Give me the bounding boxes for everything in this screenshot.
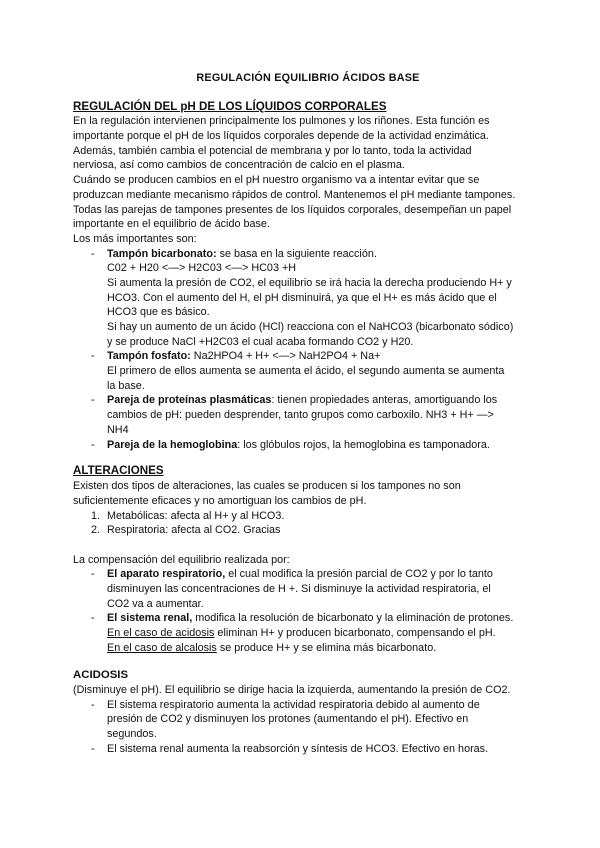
- list-item-aparato-respiratorio: [73, 567, 543, 611]
- item-label: El aparato respiratorio,: [107, 568, 226, 581]
- item-label: El sistema renal,: [107, 612, 193, 625]
- item-text: : tienen propiedades anteras, amortiguando los: [271, 394, 498, 407]
- text-line: segundos.: [107, 728, 157, 741]
- list-item-tampon-bicarbonato: [73, 247, 543, 350]
- item-text: eliminan H+ y producen bicarbonato, compensando el pH.: [214, 627, 496, 640]
- text-line: Existen dos tipos de alteraciones, las cuales se producen si los tampones no son: [73, 480, 461, 493]
- bullet-dash: -: [91, 350, 95, 363]
- bullet-dash: -: [91, 612, 95, 625]
- item-text: modifica la resolución de bicarbonato y la eliminación de protones.: [192, 612, 514, 625]
- item-text: se produce H+ y se elimina más bicarbonato.: [216, 641, 437, 654]
- item-text: Metabólicas: afecta al H+ y al HCO3.: [107, 509, 285, 522]
- list-number: 2.: [91, 524, 101, 537]
- intro-paragraph: [73, 114, 543, 246]
- bullet-dash: -: [91, 698, 95, 711]
- item-label: Pareja de proteínas plasmáticas: [107, 394, 272, 407]
- numbered-item: [73, 523, 543, 538]
- section-heading-regulacion: REGULACIÓN DEL pH DE LOS LÍQUIDOS CORPORALES: [73, 99, 387, 113]
- item-label: Pareja de la hemoglobina: [107, 438, 238, 451]
- bullet-dash: -: [91, 568, 95, 581]
- item-text: Na2HPO4 + H+ <—> NaH2PO4 + Na+: [190, 350, 381, 363]
- list-item-sistema-renal: [73, 611, 543, 655]
- text-line: HCO3 que es básico.: [107, 306, 210, 319]
- text-line: Además, también cambia el potencial de membrana y por lo tanto, toda la actividad: [73, 144, 472, 157]
- bullet-dash: -: [91, 247, 95, 260]
- bullet-dash: -: [91, 394, 95, 407]
- text-line: HCO3. Con el aumento del H, el pH disminuirá, ya que el H+ es más ácido que el: [107, 291, 497, 304]
- item-label: Tampón fosfato:: [107, 350, 191, 363]
- text-line: cambios de pH: pueden desprender, tanto grupos como carboxilo. NH3 + H+ —>: [107, 409, 494, 422]
- text-line: El sistema renal aumenta la reabsorción y síntesis de HCO3. Efectivo en horas.: [107, 742, 489, 755]
- list-item-hemoglobina: [73, 438, 543, 453]
- item-text: el cual modifica la presión parcial de CO2 y por lo tanto: [225, 568, 493, 581]
- text-line: y se produce NaCl +H2C03 el cual acaba formando CO2 y H20.: [107, 335, 414, 348]
- document-page: [73, 71, 543, 757]
- text-line: El sistema respiratorio aumenta la actividad respiratoria debido al aumento de: [107, 698, 480, 711]
- text-line: (Disminuye el pH). El equilibrio se dirige hacia la izquierda, aumentando la presión de CO2.: [73, 684, 511, 697]
- text-line: Si aumenta la presión de CO2, el equilibrio se irá hacia la derecha produciendo H+ y: [107, 276, 512, 289]
- text-line: nerviosa, así como cambios de concentración de calcio en el plasma.: [73, 159, 405, 172]
- numbered-item: [73, 509, 543, 524]
- text-line: Cuándo se producen cambios en el pH nuestro organismo va a intentar evitar que se: [73, 174, 480, 187]
- text-line: Todas las parejas de tampones presentes de los líquidos corporales, desempeñan un papel: [73, 203, 512, 216]
- item-text: : los glóbulos rojos, la hemoglobina es tamponadora.: [237, 438, 490, 451]
- text-line: La compensación del equilibrio realizada por:: [73, 553, 290, 566]
- text-line: la base.: [107, 379, 145, 392]
- section-heading-acidosis: ACIDOSIS: [73, 669, 129, 682]
- bullet-dash: -: [91, 742, 95, 755]
- bullet-dash: -: [91, 438, 95, 451]
- list-item-proteinas-plasmaticas: [73, 393, 543, 437]
- list-number: 1.: [91, 509, 101, 522]
- item-label: Tampón bicarbonato:: [107, 247, 217, 260]
- text-line: NH4: [107, 423, 129, 436]
- text-line: Si hay un aumento de un ácido (HCl) reacciona con el NaHCO3 (bicarbonato sódico): [107, 321, 514, 333]
- text-line: C02 + H20 <—> H2C03 <—> HC03 +H: [107, 262, 297, 275]
- text-line: importante en el equilibrio de ácido base.: [73, 218, 270, 231]
- text-line: presión de CO2 y disminuyen los protones (aumentando el pH). Efectivo en: [107, 713, 469, 726]
- text-line: importante porque el pH de los líquidos corporales depende de la actividad enzimática.: [73, 130, 489, 143]
- item-text: se basa en la siguiente reacción.: [216, 247, 377, 260]
- text-line: produzcan mediante mecanismo rápidos de control. Mantenemos el pH mediante tampones.: [73, 188, 516, 201]
- section-heading-alteraciones: ALTERACIONES: [73, 464, 164, 478]
- text-line: El primero de ellos aumenta se aumenta el ácido, el segundo aumenta se aumenta: [107, 365, 505, 378]
- text-line: En la regulación intervienen principalmente los pulmones y los riñones. Esta función es: [73, 115, 490, 128]
- list-item-tampon-fosfato: [73, 349, 543, 393]
- text-line: CO2 va a aumentar.: [107, 597, 204, 610]
- document-title: REGULACIÓN EQUILIBRIO ÁCIDOS BASE: [196, 72, 420, 84]
- item-text: Respiratoria: afecta al CO2. Gracias: [107, 524, 281, 537]
- list-item: [73, 698, 543, 742]
- underlined-text: En el caso de alcalosis: [107, 641, 217, 654]
- list-item: [73, 742, 543, 757]
- text-line: Los más importantes son:: [73, 232, 197, 245]
- text-line: suficientemente eficaces y no amortiguan los cambios de pH.: [73, 494, 367, 507]
- text-line: disminuyen las concentraciones de H +. Si disminuye la actividad respiratoria, el: [107, 582, 491, 595]
- underlined-text: En el caso de acidosis: [107, 627, 215, 640]
